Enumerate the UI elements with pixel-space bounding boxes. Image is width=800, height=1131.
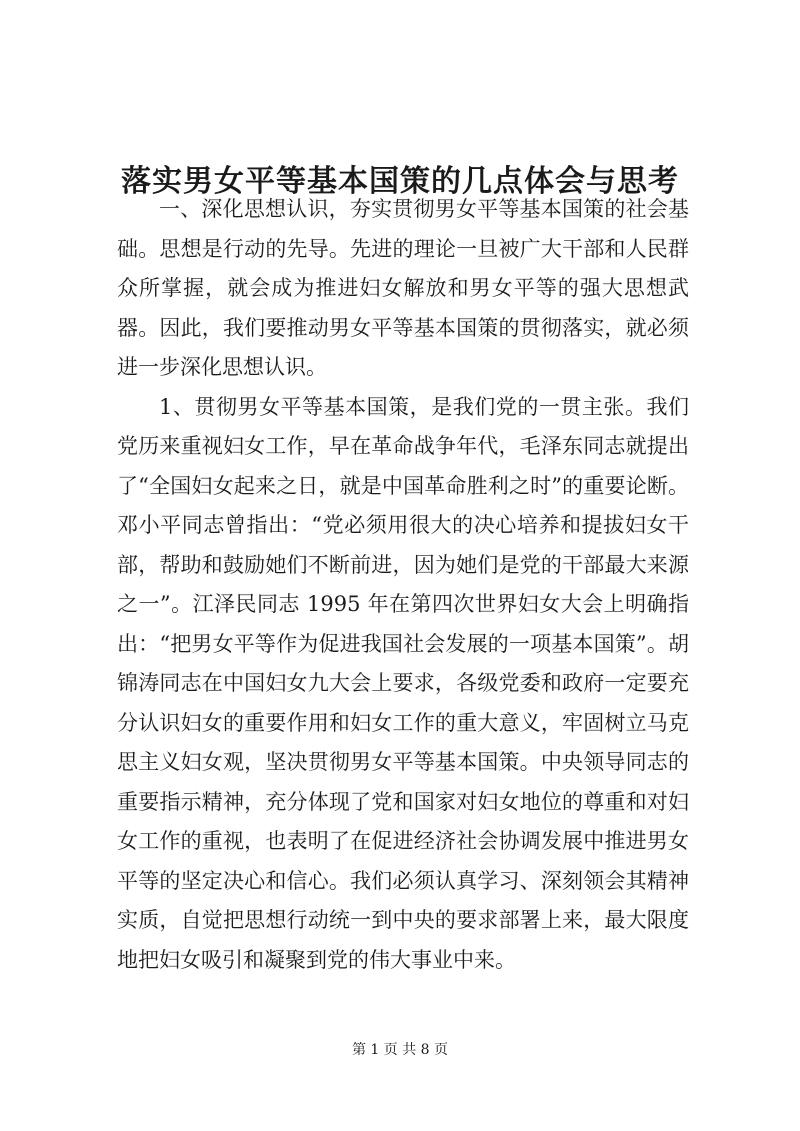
page-footer: 第 1 页 共 8 页 (351, 1042, 449, 1058)
document-title: 落实男女平等基本国策的几点体会与思考 (121, 164, 679, 200)
paragraph-2: 1、贯彻男女平等基本国策，是我们党的一贯主张。我们党历来重视妇女工作，早在革命战争年代，毛泽东同志就提出了“全国妇女起来之日，就是中国革命胜利之时”的重要论断。邓小平同志曾指出：“党必须用很大的决心培养和提拔妇女干部，帮助和鼓励她们不断前进，因为她们是党的干部最大来源之一”。江泽民同志 1995 年在第四次世界妇女大会上明确指出：“把男女平等作为促进我国社会发展的一项基本国策”。胡锦涛同志在中国妇女九大会上要求，各级党委和政府一定要充分认识妇女的重要作用和妇女工作的重大意义，牢固树立马克思主义妇女观，坚决贯彻男女平等基本国策。中央领导同志的重要指示精神，充分体现了党和国家对妇女地位的尊重和对妇女工作的重视，也表明了在促进经济社会协调发展中推进男女平等的坚定决心和信心。我们必须认真学习、深刻领会其精神实质，自觉把思想行动统一到中央的要求部署上来，最大限度地把妇女吸引和凝聚到党的伟大事业中来。 (117, 394, 689, 972)
paragraph-1: 一、深化思想认识，夯实贯彻男女平等基本国策的社会基础。思想是行动的先导。先进的理论一旦被广大干部和人民群众所掌握，就会成为推进妇女解放和男女平等的强大思想武器。因此，我们要推动男女平等基本国策的贯彻落实，就必须进一步深化思想认识。 (117, 197, 689, 379)
document-body (117, 190, 689, 980)
